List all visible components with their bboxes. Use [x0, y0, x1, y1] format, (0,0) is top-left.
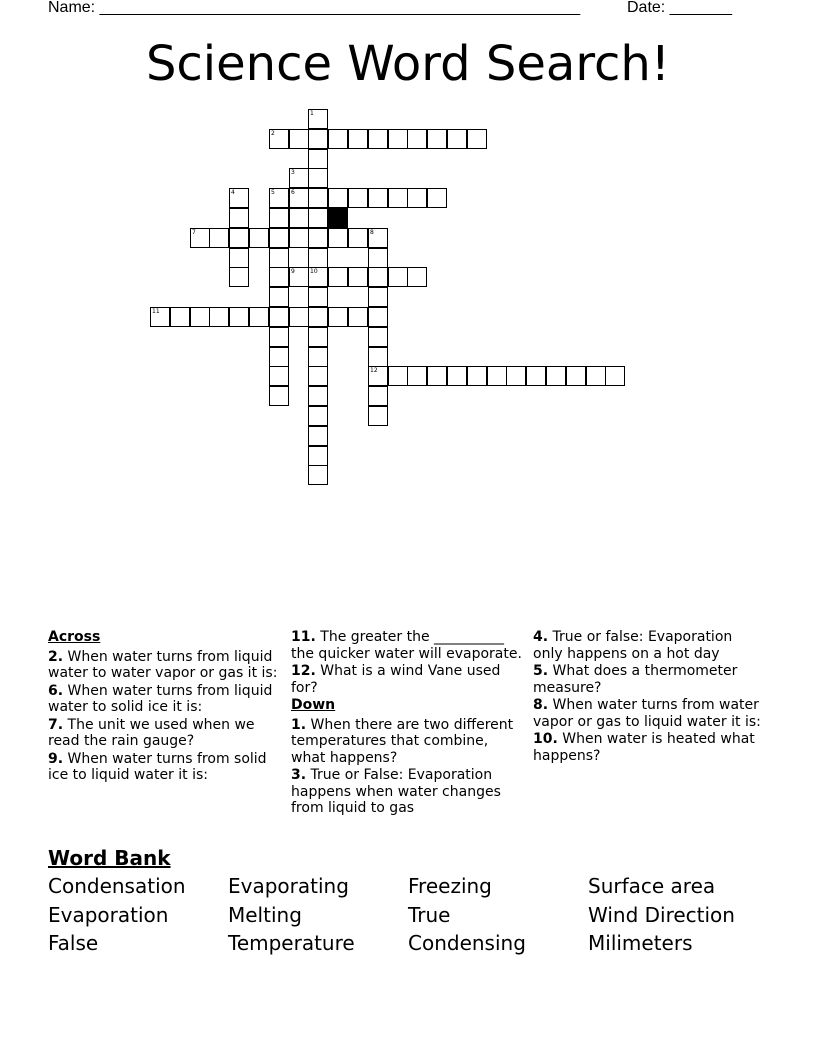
- crossword-cell[interactable]: [368, 129, 388, 149]
- word-bank-item: Milimeters: [588, 931, 693, 955]
- crossword-cell[interactable]: [328, 188, 348, 208]
- crossword-cell[interactable]: [209, 228, 229, 248]
- clue-number: 1.: [291, 716, 307, 733]
- crossword-cell[interactable]: [209, 307, 229, 327]
- crossword-cell[interactable]: [229, 267, 249, 287]
- clue-number-label: 5: [271, 189, 275, 196]
- crossword-cell[interactable]: [348, 129, 368, 149]
- crossword-cell[interactable]: [308, 366, 328, 386]
- clue-across-7: [48, 717, 280, 750]
- crossword-cell[interactable]: [269, 327, 289, 347]
- crossword-cell[interactable]: [388, 366, 408, 386]
- crossword-cell[interactable]: [427, 188, 447, 208]
- clue-number: 6.: [48, 682, 64, 699]
- clue-number-label: 3: [291, 169, 295, 176]
- word-bank-item: Freezing: [408, 874, 492, 898]
- crossword-cell[interactable]: [308, 168, 328, 188]
- crossword-cell[interactable]: [447, 366, 467, 386]
- name-line: Name: ______________________________________________________: [48, 0, 581, 16]
- word-bank-item: True: [408, 903, 451, 927]
- clue-number: 10.: [533, 731, 558, 747]
- clue-text: When water is heated what happens?: [533, 731, 755, 764]
- crossword-cell[interactable]: [407, 188, 427, 208]
- crossword-cell[interactable]: [308, 188, 328, 208]
- crossword-cell[interactable]: [407, 366, 427, 386]
- crossword-cell[interactable]: [388, 267, 408, 287]
- crossword-cell[interactable]: [546, 366, 566, 386]
- clue-text: When there are two different temperatures that combine, what happens?: [291, 716, 514, 766]
- crossword-cell[interactable]: [308, 287, 328, 307]
- crossword-cell[interactable]: [388, 188, 408, 208]
- clue-across-11: [291, 629, 523, 662]
- crossword-cell[interactable]: [308, 307, 328, 327]
- clue-number: 7.: [48, 716, 64, 733]
- clue-number: 2.: [48, 648, 64, 665]
- clue-across-6: [48, 683, 280, 716]
- crossword-cell[interactable]: [308, 406, 328, 426]
- clue-number-label: 6: [291, 189, 295, 196]
- clue-text: When water turns from liquid water to solid ice it is:: [48, 682, 273, 715]
- crossword-cell[interactable]: [586, 366, 606, 386]
- crossword-cell[interactable]: [368, 188, 388, 208]
- crossword-cell[interactable]: [269, 228, 289, 248]
- crossword-cell[interactable]: [308, 149, 328, 169]
- crossword-cell[interactable]: [368, 267, 388, 287]
- crossword-cell[interactable]: [348, 228, 368, 248]
- crossword-cell[interactable]: [308, 465, 328, 485]
- crossword-cell[interactable]: [368, 327, 388, 347]
- crossword-cell[interactable]: [308, 129, 328, 149]
- word-bank-item: Wind Direction: [588, 903, 735, 927]
- crossword-cell[interactable]: [427, 129, 447, 149]
- crossword-cell[interactable]: [269, 248, 289, 268]
- clue-column-3: [533, 629, 765, 765]
- down-heading: Down: [291, 697, 336, 713]
- crossword-cell[interactable]: [249, 307, 269, 327]
- crossword-cell[interactable]: [368, 347, 388, 367]
- crossword-cell[interactable]: [506, 366, 526, 386]
- crossword-cell[interactable]: [170, 307, 190, 327]
- crossword-cell[interactable]: [249, 228, 269, 248]
- crossword-cell[interactable]: [308, 426, 328, 446]
- clue-number-label: 10: [310, 268, 318, 275]
- across-heading: Across: [48, 629, 101, 645]
- clue-text: The unit we used when we read the rain gauge?: [48, 716, 255, 749]
- black-cell: [328, 208, 348, 228]
- crossword-cell[interactable]: [308, 386, 328, 406]
- crossword-cell[interactable]: [348, 267, 368, 287]
- clue-text: When water turns from water vapor or gas to liquid water it is:: [533, 697, 761, 730]
- clue-number: 4.: [533, 629, 549, 645]
- clue-number: 11.: [291, 629, 316, 645]
- clue-column-2: [291, 629, 523, 818]
- crossword-cell[interactable]: [328, 228, 348, 248]
- crossword-cell[interactable]: [190, 307, 210, 327]
- crossword-cell[interactable]: [328, 129, 348, 149]
- crossword-cell[interactable]: [289, 129, 309, 149]
- crossword-cell[interactable]: [229, 307, 249, 327]
- crossword-cell[interactable]: [269, 307, 289, 327]
- clue-number-label: 7: [192, 229, 196, 236]
- crossword-cell[interactable]: [308, 327, 328, 347]
- crossword-cell[interactable]: [289, 307, 309, 327]
- clue-number: 9.: [48, 750, 64, 767]
- page-title: Science Word Search!: [145, 36, 671, 92]
- crossword-cell[interactable]: [269, 267, 289, 287]
- crossword-cell[interactable]: [368, 406, 388, 426]
- clue-text: What is a wind Vane used for?: [291, 663, 501, 696]
- clue-text: What does a thermometer measure?: [533, 663, 738, 696]
- clue-across-2: [48, 649, 280, 682]
- crossword-cell[interactable]: [467, 366, 487, 386]
- crossword-cell[interactable]: [605, 366, 625, 386]
- clue-number-label: 8: [370, 229, 374, 236]
- crossword-cell[interactable]: [526, 366, 546, 386]
- crossword-cell[interactable]: [566, 366, 586, 386]
- crossword-cell[interactable]: [229, 248, 249, 268]
- clue-text: When water turns from liquid water to water vapor or gas it is:: [48, 648, 278, 681]
- clue-number-label: 1: [310, 110, 314, 117]
- clue-down-4: [533, 629, 765, 662]
- word-bank-item: False: [48, 931, 99, 955]
- crossword-cell[interactable]: [447, 129, 467, 149]
- clue-number-label: 12: [370, 367, 378, 374]
- clue-down-1: [291, 717, 523, 767]
- word-bank-item: Evaporation: [48, 903, 169, 927]
- crossword-cell[interactable]: [487, 366, 507, 386]
- crossword-cell[interactable]: [308, 347, 328, 367]
- date-line: Date: _______: [627, 0, 732, 16]
- word-bank-item: Melting: [228, 903, 302, 927]
- clue-text: When water turns from solid ice to liquid water it is:: [48, 750, 267, 783]
- crossword-cell[interactable]: [328, 267, 348, 287]
- clue-number: 3.: [291, 767, 307, 783]
- clue-text: The greater the __________ the quicker water will evaporate.: [291, 629, 522, 662]
- clue-across-12: [291, 663, 523, 696]
- crossword-cell[interactable]: [348, 307, 368, 327]
- clue-number-label: 9: [291, 268, 295, 275]
- clue-number-label: 4: [231, 189, 235, 196]
- crossword-cell[interactable]: [308, 248, 328, 268]
- crossword-cell[interactable]: [269, 386, 289, 406]
- crossword-cell[interactable]: [368, 287, 388, 307]
- crossword-cell[interactable]: [368, 386, 388, 406]
- crossword-cell[interactable]: [269, 347, 289, 367]
- word-bank-item: Evaporating: [228, 874, 349, 898]
- crossword-cell[interactable]: [427, 366, 447, 386]
- clue-down-5: [533, 663, 765, 696]
- clue-down-3: [291, 767, 523, 817]
- clue-column-1: [48, 629, 280, 785]
- clue-number-label: 11: [152, 308, 160, 315]
- crossword-cell[interactable]: [368, 248, 388, 268]
- crossword-cell[interactable]: [229, 208, 249, 228]
- crossword-cell[interactable]: [269, 208, 289, 228]
- crossword-grid: [0, 0, 816, 500]
- clue-down-8: [533, 697, 765, 730]
- clue-text: True or False: Evaporation happens when water changes from liquid to gas: [291, 767, 501, 816]
- word-bank-item: Temperature: [228, 931, 355, 955]
- crossword-cell[interactable]: [269, 366, 289, 386]
- word-bank-title: Word Bank: [48, 846, 171, 870]
- crossword-cell[interactable]: [467, 129, 487, 149]
- crossword-cell[interactable]: [328, 307, 348, 327]
- crossword-cell[interactable]: [348, 188, 368, 208]
- crossword-cell[interactable]: [308, 208, 328, 228]
- word-bank-item: Surface area: [588, 874, 716, 898]
- crossword-cell[interactable]: [407, 267, 427, 287]
- clue-across-9: [48, 751, 280, 784]
- crossword-cell[interactable]: [289, 228, 309, 248]
- crossword-cell[interactable]: [368, 307, 388, 327]
- clue-number: 12.: [291, 663, 316, 679]
- word-bank-item: Condensing: [408, 931, 526, 955]
- clue-number-label: 2: [271, 130, 275, 137]
- clue-down-10: [533, 731, 765, 764]
- crossword-cell[interactable]: [388, 129, 408, 149]
- clue-number: 5.: [533, 663, 549, 679]
- crossword-cell[interactable]: [269, 287, 289, 307]
- clue-number: 8.: [533, 697, 549, 713]
- clue-text: True or false: Evaporation only happens on a hot day: [533, 629, 733, 662]
- crossword-cell[interactable]: [308, 446, 328, 466]
- word-bank-item: Condensation: [48, 874, 186, 898]
- crossword-cell[interactable]: [407, 129, 427, 149]
- crossword-cell[interactable]: [229, 228, 249, 248]
- crossword-cell[interactable]: [289, 208, 309, 228]
- crossword-cell[interactable]: [308, 228, 328, 248]
